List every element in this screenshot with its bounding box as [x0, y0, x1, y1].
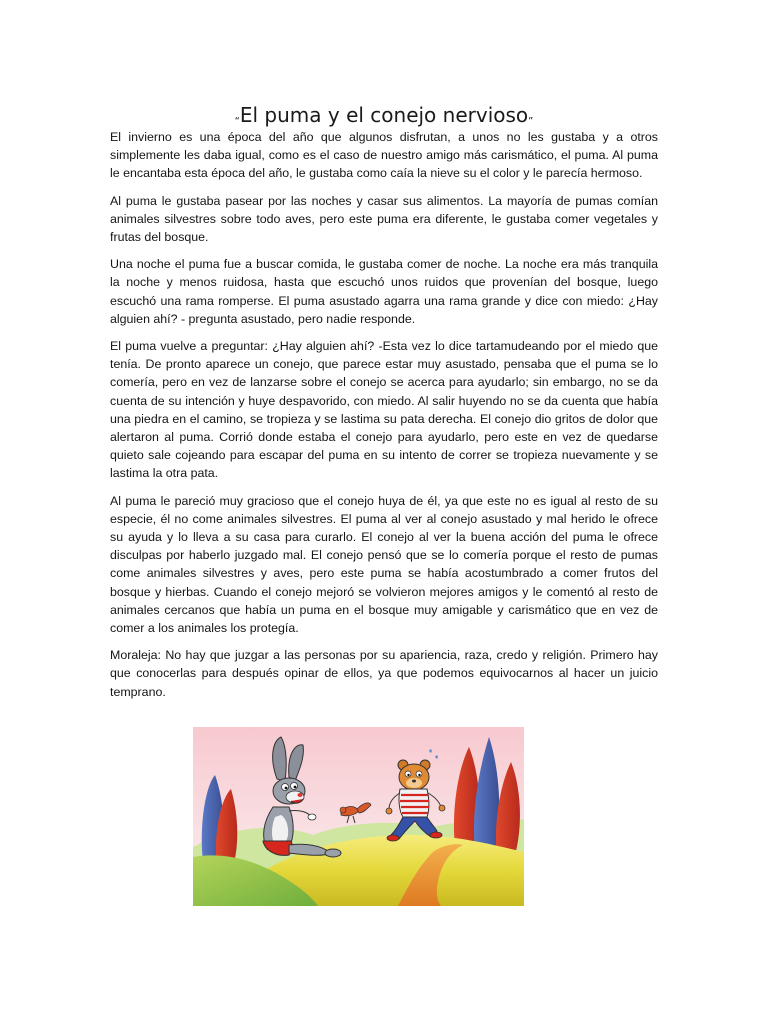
paragraph-1: El invierno es una época del año que algunos disfrutan, a unos no les gustaba y a otros simplemente les daba igual, como es el caso de nuestro amigo más carismático, el puma. Al puma le encantaba esta época del año, le gustaba como caía la nieve su el color y le parecía hermoso. — [110, 130, 658, 181]
paragraph-5: Al puma le pareció muy gracioso que el conejo huya de él, ya que este no es igual al resto de su especie, él no come animales silvestres. El puma al ver al conejo asustado y mal herido le ofrece su ayuda y lo lleva a su casa para curarlo. El conejo al ver la buena acción del puma le ofrece disculpas por haberlo juzgado mal. El conejo pensó que se lo comería porque el resto de pumas come animales silvestres y aves, pero este puma se había acostumbrado a comer frutos del bosque y hierbas. Cuando el conejo mejoró se volvieron mejores amigos y le comentó al resto de animales cercanos que había un puma en el bosque muy amigable y carismático que en vez de comer a los animales los protegía. — [110, 493, 658, 636]
paragraph-3: Una noche el puma fue a buscar comida, le gustaba comer de noche. La noche era más tranquila la noche y menos ruidosa, hasta que escuchó unos ruidos que provenían del bosque, luego escuchó una rama romperse. El puma asustado agarra una rama grande y dice con miedo: ¿Hay alguien ahí? - pregunta asustado, pero nadie responde. — [110, 257, 658, 326]
paragraph-4: El puma vuelve a preguntar: ¿Hay alguien ahí? -Esta vez lo dice tartamudeando por el miedo que tenía. De pronto aparece un conejo, que parece estar muy asustado, pensaba que el puma se lo comería, pero en vez de lanzarse sobre el conejo se acerca para ayudarlo; sin embargo, no se da cuenta de su intención y huye despavorido, con miedo. Al salir huyendo no se da cuenta que había una piedra en el camino, se tropieza y se lastima su pata derecha. El conejo dio gritos de dolor que alertaron al puma. Corrió donde estaba el conejo para ayudarlo, pero este en vez de quedarse quieto sale cojeando para escapar del puma en su intento de correr se tropieza nuevamente y se lastima la otra pata. — [110, 339, 658, 481]
title-close-quote: ” — [528, 116, 534, 128]
paragraph-2: Al puma le gustaba pasear por las noches y casar sus alimentos. La mayoría de pumas comían animales silvestres sobre todo aves, pero este puma era diferente, le gustaba comer vegetales y frutas del bosque. — [110, 193, 658, 245]
story-body — [110, 128, 658, 710]
title-open-quote: “ — [234, 116, 240, 128]
title-text: El puma y el conejo nervioso — [239, 103, 529, 128]
moral-paragraph: Moraleja: No hay que juzgar a las personas por su apariencia, raza, credo y religión. Primero hay que conocerlas para después opinar de ellos, ya que podemos equivocarnos al hacer un juicio temprano. — [110, 648, 658, 699]
cartoon-rabbit-and-puma-image — [193, 727, 524, 906]
story-illustration — [193, 727, 524, 906]
